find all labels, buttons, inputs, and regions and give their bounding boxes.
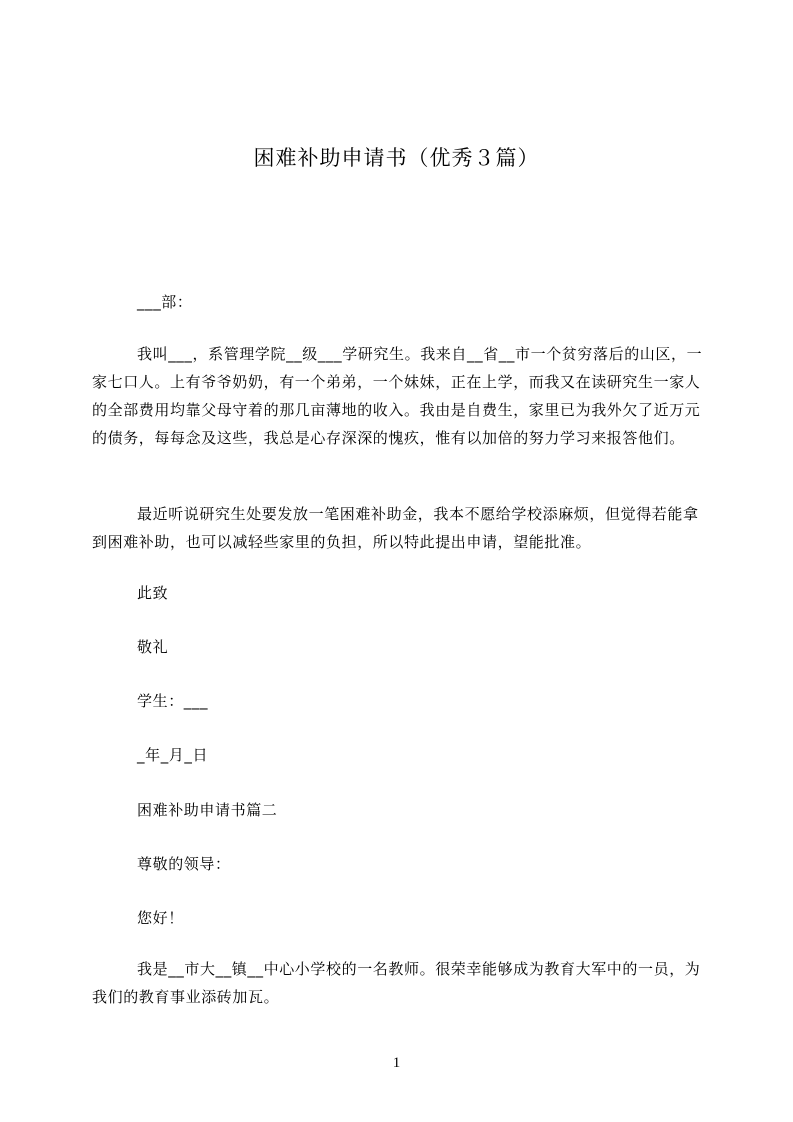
section-2-salutation: 尊敬的领导： [137, 855, 231, 873]
section-2-title: 困难补助申请书篇二 [137, 801, 278, 819]
student-signature: 学生：___ [137, 692, 209, 710]
closing-line-2: 敬礼 [137, 638, 169, 656]
document-title: 困难补助申请书（优秀３篇） [253, 146, 540, 170]
section-2-paragraph-1: 我是__市大__镇__中心小学校的一名教师。很荣幸能够成为教育大军中的一员，为我们的教育事业添砖加瓦。 [92, 960, 701, 1006]
paragraph-1: 我叫___，系管理学院__级___学研究生。我来自__省__市一个贫穷落后的山区，一家七口人。上有爷爷奶奶，有一个弟弟，一个妹妹，正在上学，而我又在读研究生一家人的全部费用均靠父母守着的那几亩薄地的收入。我由是自费生，家里已为我外欠了近万元的债务，每每念及这些，我总是心存深深的愧疚，惟有以加倍的努力学习来报答他们。 [92, 345, 703, 447]
page-number: 1 [392, 1055, 401, 1071]
date-line: _年_月_日 [137, 746, 209, 764]
section-2-greeting: 您好！ [137, 909, 184, 927]
paragraph-2: 最近听说研究生处要发放一笔困难补助金，我本不愿给学校添麻烦，但觉得若能拿到困难补助，也可以减轻些家里的负担，所以特此提出申请，望能批准。 [92, 505, 699, 551]
salutation: ___部： [137, 293, 193, 311]
closing-line-1: 此致 [137, 584, 169, 602]
